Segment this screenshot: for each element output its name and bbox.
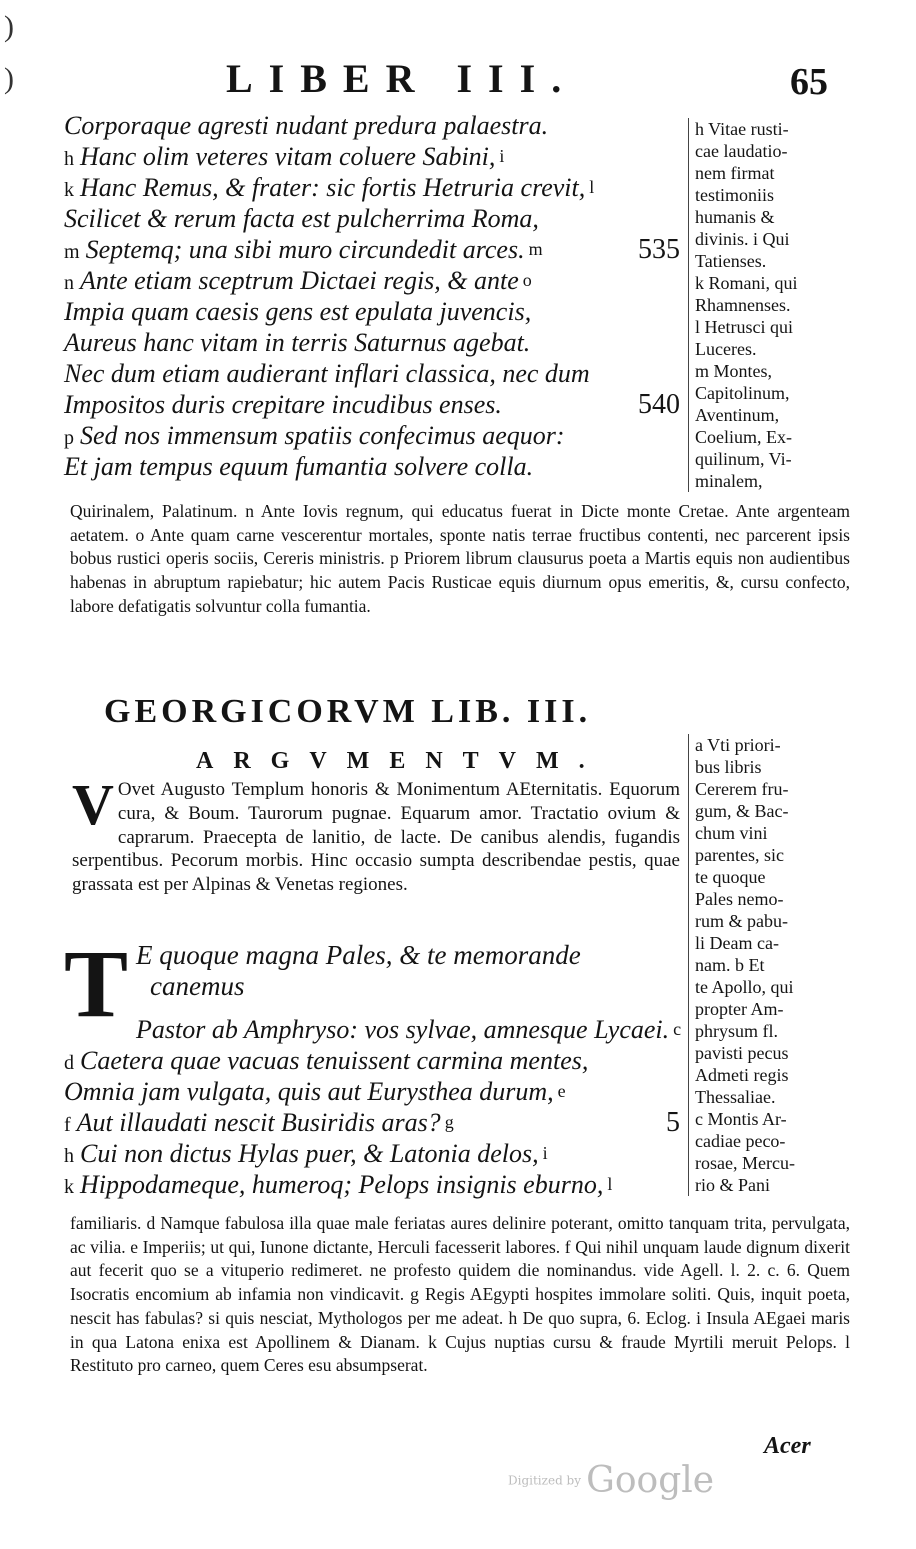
verse-line: [64, 296, 684, 327]
margin-note-line: minalem,: [695, 471, 763, 491]
note-marker: h: [64, 148, 74, 170]
note-marker: p: [64, 427, 74, 449]
note-marker: k: [64, 179, 74, 201]
verse-text: Pastor ab Amphryso: vos sylvae, amnesque Lycaei.: [136, 1015, 670, 1044]
argumentum-body: Ovet Augusto Templum honoris & Monimentum AEternitatis. Equorum cura, & Boum. Taurorum pugnae. Equarum amor. Tractatio ovium & caprarum. Praecepta de lanitio, de lacte. De canibus alendis, fugandis serpentibus. Pecorum morbis. Hinc occasio sumpta describendae pestis, quae grassata est per Alpinas & Venetas regiones.: [72, 779, 680, 896]
margin-note-line: a Vti priori-: [695, 735, 781, 755]
note-marker: k: [64, 1176, 74, 1198]
edge-bracket-mark: ): [4, 62, 14, 95]
margin-note-line: cadiae peco-: [695, 1131, 786, 1151]
verse-line: [64, 110, 684, 141]
line-number: 535: [638, 234, 680, 265]
footnotes-2: [70, 1212, 850, 1378]
verse-text: Aut illaudati nescit Busiridis aras?: [76, 1108, 441, 1137]
margin-notes-2: [688, 734, 845, 1196]
margin-note-line: Admeti regis: [695, 1065, 789, 1085]
margin-note-line: rum & pabu-: [695, 911, 788, 931]
margin-note-line: k Romani, qui: [695, 273, 798, 293]
margin-note-line: quilinum, Vi-: [695, 449, 792, 469]
margin-note-line: rosae, Mercu-: [695, 1153, 795, 1173]
verse-text: canemus: [150, 971, 245, 1001]
verse-line: [64, 389, 684, 420]
catchword: Acer: [764, 1433, 811, 1459]
footnotes-1-text: Quirinalem, Palatinum. n Ante Iovis regnum, qui educatus fuerat in Dicte monte Cretae. Ante argenteam aetatem. o Ante quam carne vescerentur mortales, sponte natis terrae fructibus contenti, nec parcerent ipsis bobus rustici operis sociis, Cereris ministris. p Priorem librum clausurus poeta a Martis equis non audientibus habenas in abruptum rapiebatur; hic autem Pacis Rusticae equis diurnum opus emeritis, &, cursu confecto, labore defatigatis solvuntur colla fumantia.: [70, 501, 850, 616]
margin-note-line: li Deam ca-: [695, 933, 779, 953]
verse-line: [64, 172, 684, 203]
margin-note-line: m Montes,: [695, 361, 773, 381]
watermark-brand: Google: [586, 1460, 715, 1501]
margin-note-line: te quoque: [695, 867, 766, 887]
verse-line: [64, 358, 684, 389]
margin-note-line: Cererem fru-: [695, 779, 789, 799]
margin-note-line: parentes, sic: [695, 845, 784, 865]
note-marker: n: [64, 272, 74, 294]
verse-text: Corporaque agresti nudant predura palaestra.: [64, 111, 549, 140]
verse-text: Impia quam caesis gens est epulata juvencis,: [64, 297, 532, 326]
page-number: 65: [790, 61, 828, 103]
verse-line: [64, 203, 684, 234]
verse-lines-2: [64, 1014, 684, 1200]
note-marker: d: [64, 1052, 74, 1074]
verse-block-2: [64, 930, 684, 1200]
verse-line: [64, 1014, 684, 1045]
verse-text: Impositos duris crepitare incudibus enses.: [64, 390, 502, 419]
line-number: 5: [666, 1107, 680, 1138]
note-marker: o: [522, 270, 532, 290]
verse-line: [64, 234, 684, 265]
verse-line: [64, 1076, 684, 1107]
verse-text: Omnia jam vulgata, quis aut Eurysthea durum,: [64, 1077, 554, 1106]
footnotes-1: [70, 500, 850, 619]
note-marker: i: [542, 1143, 548, 1163]
verse-text: Nec dum etiam audierant inflari classica, nec dum: [64, 359, 590, 388]
edge-bracket-mark: ): [4, 10, 14, 43]
verse-text: Ante etiam sceptrum Dictaei regis, & ante: [80, 266, 519, 295]
verse-line: [64, 971, 684, 1002]
margin-note-line: gum, & Bac-: [695, 801, 789, 821]
margin-note-line: pavisti pecus: [695, 1043, 789, 1063]
note-marker: m: [64, 241, 80, 263]
margin-note-line: Pales nemo-: [695, 889, 784, 909]
verse-text: Cui non dictus Hylas puer, & Latonia delos,: [80, 1139, 539, 1168]
margin-note-line: nam. b Et: [695, 955, 765, 975]
verse-text: Aureus hanc vitam in terris Saturnus agebat.: [64, 328, 531, 357]
margin-note-line: Coelium, Ex-: [695, 427, 792, 447]
margin-notes-1: [688, 118, 845, 492]
note-marker: h: [64, 1145, 74, 1167]
argumentum-heading: ARGVMENTVM.: [196, 748, 605, 774]
note-marker: e: [557, 1081, 566, 1101]
margin-note-line: rio & Pani: [695, 1175, 770, 1195]
verse-line: [64, 451, 684, 482]
margin-note-line: c Montis Ar-: [695, 1109, 787, 1129]
margin-note-line: chum vini: [695, 823, 768, 843]
margin-note-line: testimoniis: [695, 185, 775, 205]
note-marker: l: [589, 177, 595, 197]
verse-line: [64, 1107, 684, 1138]
section-title: GEORGICORVM LIB. III.: [104, 693, 592, 730]
line-number: 540: [638, 389, 680, 420]
argumentum-text: [72, 772, 680, 897]
verse-text: E quoque magna Pales, & te memorande: [136, 940, 581, 970]
verse-text: Hanc olim veteres vitam coluere Sabini,: [80, 142, 496, 171]
verse-text: Scilicet & rerum facta est pulcherrima Roma,: [64, 204, 539, 233]
note-marker: m: [528, 239, 543, 259]
note-marker: g: [444, 1112, 454, 1132]
margin-note-line: l Hetrusci qui: [695, 317, 793, 337]
margin-note-line: humanis &: [695, 207, 775, 227]
margin-note-line: divinis. i Qui: [695, 229, 790, 249]
verse-line: [64, 420, 684, 451]
note-marker: c: [673, 1019, 682, 1039]
note-marker: f: [64, 1114, 71, 1136]
verse-text: Sed nos immensum spatiis confecimus aequor:: [80, 421, 565, 450]
verse-line: [64, 1045, 684, 1076]
verse-text: Et jam tempus equum fumantia solvere colla.: [64, 452, 534, 481]
margin-note-line: Capitolinum,: [695, 383, 790, 403]
verse-line: [64, 141, 684, 172]
verse-text: Hanc Remus, & frater: sic fortis Hetruria crevit,: [80, 173, 586, 202]
verse-line: [64, 265, 684, 296]
digitized-by-google-watermark: [508, 1460, 714, 1501]
drop-cap-v: V: [72, 772, 114, 837]
margin-note-line: h Vitae rusti-: [695, 119, 789, 139]
margin-note-line: Luceres.: [695, 339, 757, 359]
margin-note-line: cae laudatio-: [695, 141, 788, 161]
verse-line: [64, 327, 684, 358]
margin-note-line: Thessaliae.: [695, 1087, 776, 1107]
margin-note-line: phrysum fl.: [695, 1021, 778, 1041]
verse-line: [64, 1138, 684, 1169]
margin-note-line: Aventinum,: [695, 405, 780, 425]
footnotes-2-text: familiaris. d Namque fabulosa illa quae male feriatas aures delinire poterant, omitto tanquam trita, pervulgata, ac vilia. e Imperiis; ut qui, Iunone dictante, Herculi facesserit labores. f Qui nihil unquam laude dignum dixerit aut fecerit quo se a vituperio redimeret. ne profesto quidem die nominandus. vide Agell. l. 2. c. 6. Quem Isocratis encomium ab infamia non vindicavit. g Regis AEgypti hospites immolare soliti. Quis, inquit poeta, nescit has fabulas? si quis nesciat, Mythologos per me adeat. h De quo supra, 6. Eclog. i Insula AEgaei maris in qua Latona enixa est Apollinem & Dianam. k Cujus nuptias cursu & fraude Myrtili meruit Pelops. l Restituto pro carneo, quem Ceres esu absumpserat.: [70, 1213, 850, 1376]
margin-note-line: bus libris: [695, 757, 762, 777]
note-marker: l: [607, 1174, 613, 1194]
verse-line: [64, 940, 684, 971]
verse-text: Septemq; una sibi muro circundedit arces.: [85, 235, 525, 264]
verse-text: Hippodameque, humeroq; Pelops insignis eburno,: [80, 1170, 604, 1199]
verse-text: Caetera quae vacuas tenuissent carmina mentes,: [80, 1046, 589, 1075]
note-marker: i: [499, 146, 505, 166]
watermark-prefix: Digitized by: [508, 1473, 582, 1488]
running-header: LIBER III.: [226, 56, 578, 101]
verse-block-1: [64, 110, 684, 482]
margin-note-line: propter Am-: [695, 999, 784, 1019]
margin-note-line: te Apollo, qui: [695, 977, 794, 997]
margin-note-line: Rhamnenses.: [695, 295, 791, 315]
margin-note-line: Tatienses.: [695, 251, 767, 271]
margin-note-line: nem firmat: [695, 163, 775, 183]
verse-line: [64, 1169, 684, 1200]
drop-cap-t: T: [64, 930, 129, 1037]
